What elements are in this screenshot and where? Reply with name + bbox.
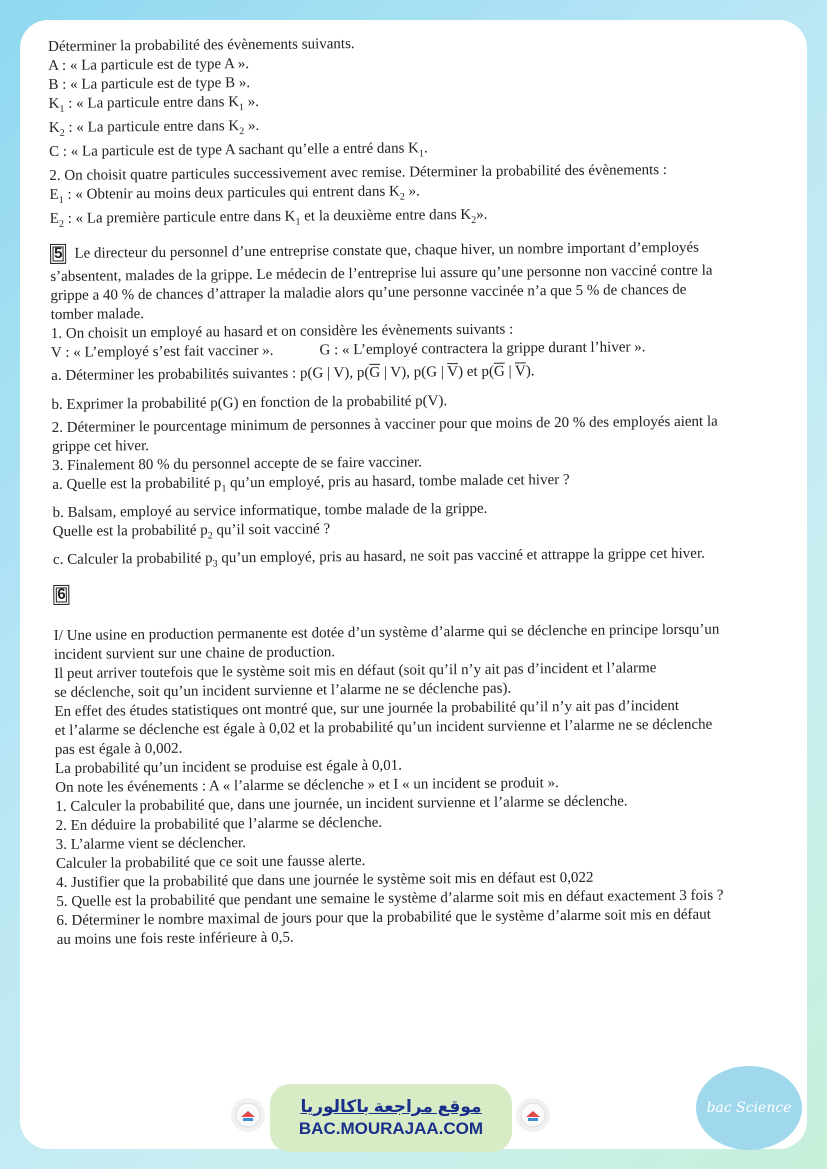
text-line: En effet des études statistiques ont montré que, sur une journée la probabilité qu’il n’y ait pas d’incident [54,697,680,720]
text-line: se déclenche, soit qu’un incident survienne et l’alarme ne se déclenche pas). [54,680,512,701]
text-line: 2. Déterminer le pourcentage minimum de personnes à vacciner pour que moins de 20 % des employés aient la [51,413,718,436]
footer-link-badge[interactable] [270,1084,512,1152]
text-line: au moins une fois reste inférieure à 0,5. [56,929,294,948]
exercise-number-box: 6 [53,585,70,605]
text-line: 4. Justifier que la probabilité que dans une journée le système soit mis en défaut est 0,022 [56,869,594,891]
text-line: 5. Quelle est la probabilité que pendant une semaine le système d’alarme soit mis en défaut exactement 3 fois ? [56,887,724,910]
document-text [48,31,787,950]
text-line: et l’alarme se déclenche est égale à 0,02 et la probabilité qu’un incident survienne et l’alarme ne se déclenche [54,716,713,739]
text-line: b. Balsam, employé au service informatique, tombe malade de la grippe. [52,500,488,521]
text-line: Quelle est la probabilité $p_2$ qu’il soit vacciné ? [52,521,331,542]
text-line: 2. On choisit quatre particules successivement avec remise. Déterminer la probabilité des évènements : [49,162,668,184]
text-line: b. Exprimer la probabilité p(G) en fonction de la probabilité p(V). [51,393,448,413]
site-logo-icon [231,1098,265,1132]
text-line: 1. On choisit un employé au hasard et on considère les évènements suivants : [50,321,514,342]
text-line: a. Quelle est la probabilité $p_1$ qu’un employé, pris au hasard, tombe malade cet hiver ? [52,472,570,495]
text-line: V : « L’employé s’est fait vacciner ». G : « L’employé contractera la grippe durant l’hiver ». [50,339,646,361]
text-line: Déterminer la probabilité des évènements suivants. [48,36,355,55]
text-line: C : « La particule est de type A sachant qu’elle a entré dans $K_1$. [49,140,428,160]
text-line: Il peut arriver toutefois que le système soit mis en défaut (soit qu’il n’y ait pas d’incident et l’alarme [54,660,657,682]
text-line: grippe cet hiver. [51,438,150,455]
footer-arabic-title: موقع مراجعة باكالوريا [300,1097,482,1116]
text-line: 3. L’alarme vient se déclencher. [55,835,247,853]
text-line: 6. Déterminer le nombre maximal de jours pour que la probabilité que le système d’alarme soit mis en défaut [56,906,711,929]
text-line: $E_1$ : « Obtenir au moins deux particules qui entrent dans $K_2$ ». [49,183,420,206]
text-line: c. Calculer la probabilité $p_3$ qu’un employé, pris au hasard, ne soit pas vacciné et attrappe la grippe cet hiver. [52,545,705,570]
document-page [20,20,807,1149]
text-line: s’absentent, malades de la grippe. Le médecin de l’entreprise lui assure qu’une personne non vacciné contre la [50,262,713,285]
bac-science-logo [696,1066,802,1150]
text-line: 1. Calculer la probabilité que, dans une journée, un incident survienne et l’alarme se déclenche. [55,793,628,815]
text-line: La probabilité qu’un incident se produise est égale à 0,01. [54,757,403,777]
text-line: A : « La particule est de type A ». [48,56,250,74]
text-line: tomber malade. [50,306,145,323]
text-line: $E_2$ : « La première particule entre dans $K_1$ et la deuxième entre dans $K_2$». [49,206,488,230]
text-line: 2. En déduire la probabilité que l’alarme se déclenche. [55,814,383,834]
footer-url[interactable]: BAC.MOURAJAA.COM [298,1119,484,1138]
site-logo-icon [516,1098,550,1132]
bac-science-logo-text: bac Science [706,1100,792,1116]
text-line: B : « La particule est de type B ». [48,75,251,93]
text-line: a. Déterminer les probabilités suivantes : p(G | V), $p(\overline{G}$ | V), p(G | $\overline{V}$) et $p(\overline{G}$ | $\overline{V}$). [51,363,535,384]
text-line: $K_1$ : « La particule entre dans $K_1$ ». [48,93,260,115]
text-line: I/ Une usine en production permanente est dotée d’un système d’alarme qui se déclenche en principe lorsqu’un [53,621,720,644]
text-line: incident survient sur une chaine de production. [53,644,336,663]
text-line: 3. Finalement 80 % du personnel accepte de se faire vacciner. [52,454,423,474]
text-line: On note les événements : A « l’alarme se déclenche » et I « un incident se produit ». [55,775,559,796]
text-line: Calculer la probabilité que ce soit une fausse alerte. [55,852,366,872]
text-line: grippe a 40 % de chances d’attraper la maladie alors qu’une personne vaccinée n’a que 5 % de chances de [50,281,687,304]
exercise-5-intro: 5 Le directeur du personnel d’une entreprise constate que, chaque hiver, un nombre important d’employés [50,237,780,264]
text-line: pas est égale à 0,002. [54,740,183,758]
exercise-number-box: 5 [50,244,67,264]
text-line: $K_2$ : « La particule entre dans $K_2$ ». [48,117,260,139]
